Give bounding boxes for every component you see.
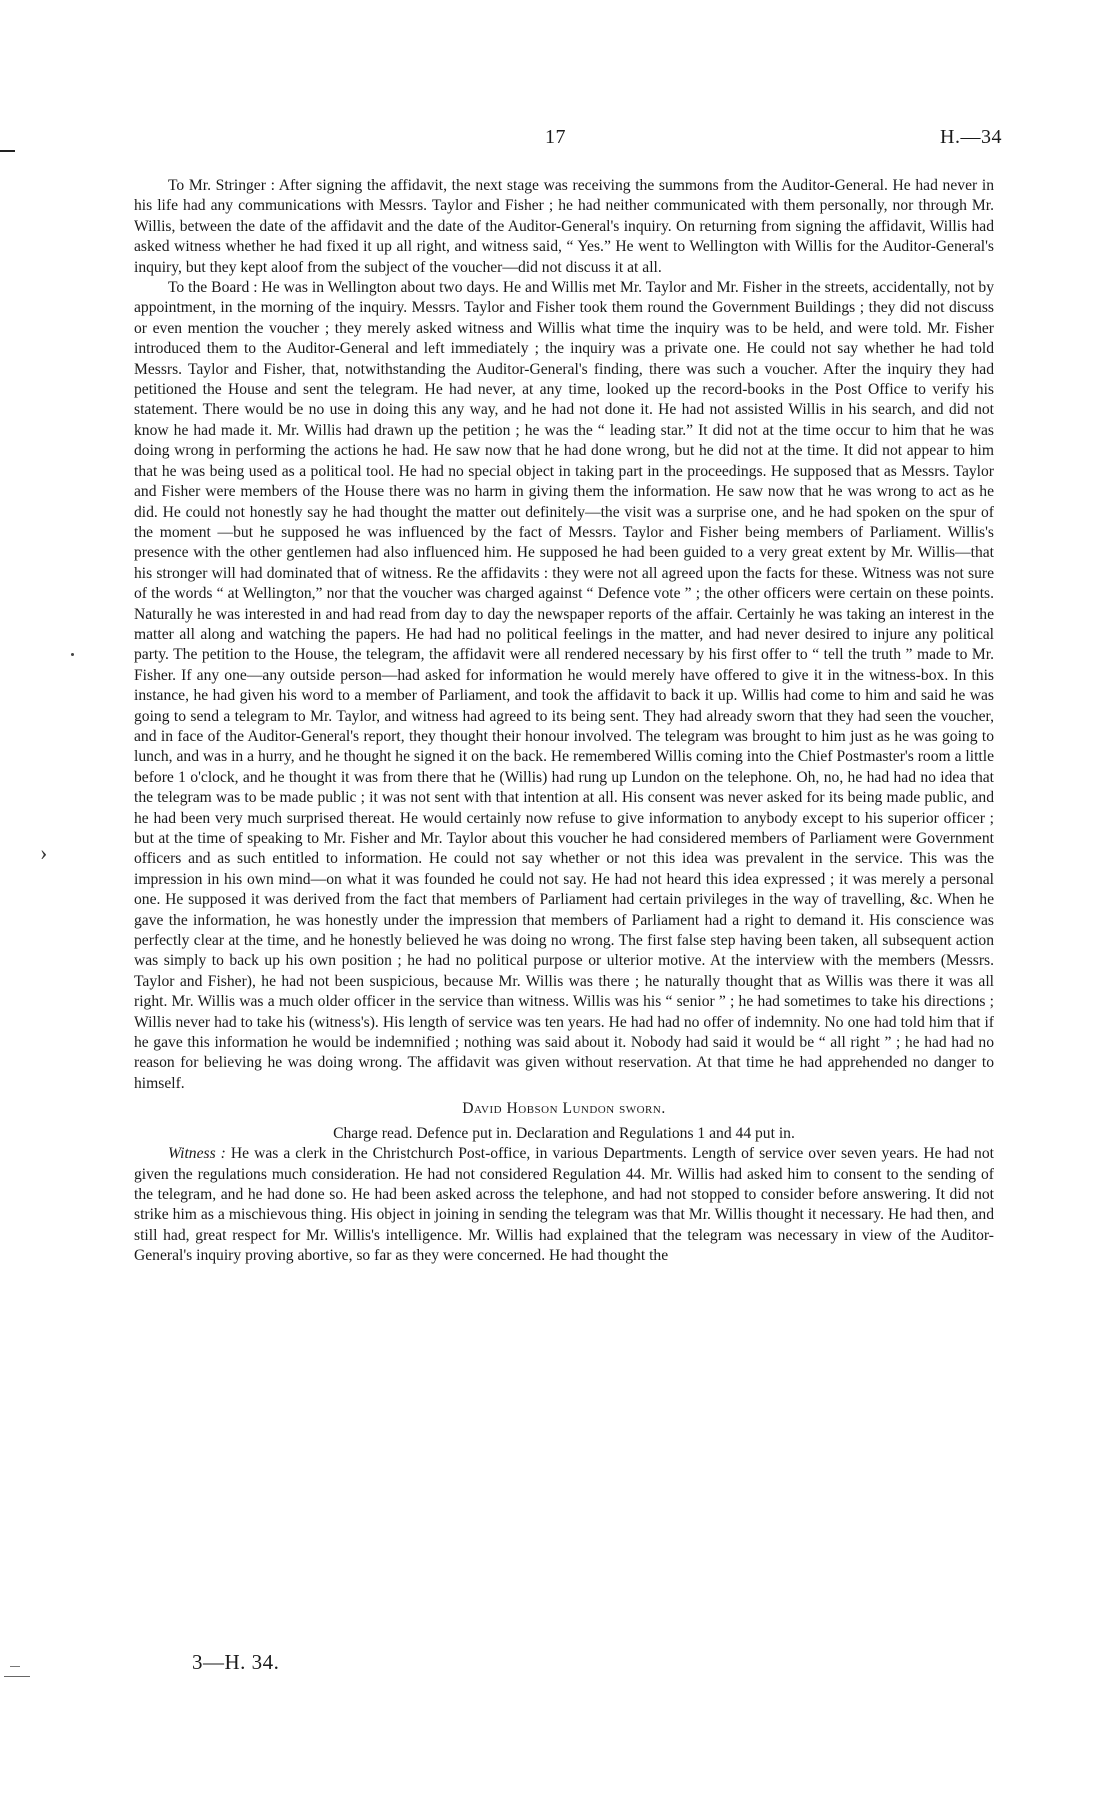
page-number: 17	[545, 126, 566, 148]
witness-paragraph	[134, 1144, 994, 1266]
document-body	[134, 176, 994, 1267]
margin-dot	[71, 653, 74, 656]
margin-bracket: ›	[40, 840, 48, 865]
footer-signature: 3—H. 34.	[192, 1650, 280, 1674]
margin-mark	[10, 1666, 20, 1667]
margin-mark	[0, 150, 15, 152]
paragraph: To Mr. Stringer : After signing the affidavit, the next stage was receiving the summons from the Auditor-General. He had never in his life had any communications with Messrs. Taylor and Fisher ; he had neither communicated with them personally, nor through Mr. Willis, between the date of the affidavit and the date of the Auditor-General's inquiry. On returning from signing the affidavit, Willis had asked witness whether he had fixed it up all right, and witness said, “ Yes.” He went to Wellington with Willis for the Auditor-General's inquiry, but they kept aloof from the subject of the voucher—did not discuss it at all.	[134, 177, 994, 276]
margin-mark	[4, 1676, 30, 1677]
charge-line: Charge read. Defence put in. Declaration and Regulations 1 and 44 put in.	[333, 1124, 795, 1142]
witness-text: He was a clerk in the Christchurch Post-office, in various Departments. Length of service over seven years. He had not given the regulations much consideration. He had not considered Regulation 44. Mr. Willis had asked him to consent to the sending of the telegram, and he had done so. He had been asked across the telephone, and had not stopped to consider before answering. It did not strike him as a mischievous thing. His object in joining in sending the telegram was that Mr. Willis thought it necessary. He had then, and still had, great respect for Mr. Willis's intelligence. Mr. Willis had explained that the telegram was necessary in view of the Auditor-General's inquiry proving abortive, so far as they were concerned. He had thought the	[134, 1145, 994, 1265]
witness-label: Witness :	[168, 1145, 226, 1163]
document-reference: H.—34	[940, 126, 1002, 148]
section-heading: David Hobson Lundon sworn.	[462, 1100, 666, 1118]
paragraph: To the Board : He was in Wellington about two days. He and Willis met Mr. Taylor and Mr. Fisher in the streets, accidentally, not by appointment, in the morning of the inquiry. Messrs. Taylor and Fisher took them round the Government Buildings ; they did not discuss or even mention the voucher ; they merely asked witness and Willis what time the inquiry was to be held, and were told. Mr. Fisher introduced them to the Auditor-General and left immediately ; the inquiry was a private one. He could not say whether he had told Messrs. Taylor and Fisher, that, notwithstanding the Auditor-General's finding, there was such a voucher. After the inquiry they had petitioned the House and sent the telegram. He had never, at any time, looked up the record-books in the Post Office to verify his statement. There would be no use in doing this any way, and he had not done it. He had not assisted Willis in his search, and did not know he had made it. Mr. Willis had drawn up the petition ; he was the “ leading star.” It did not at the time occur to him that he was doing wrong in performing the actions he had. He saw now that he had done wrong, but he did not at the time. It did not appear to him that he was being used as a political tool. He had no special object in taking part in the proceedings. He supposed that as Messrs. Taylor and Fisher were members of the House there was no harm in giving them the information. He saw now that he was wrong to act as he did. He could not honestly say he had thought the matter out definitely—the visit was a surprise one, and he had spoken on the spur of the moment —but he supposed he was influenced by the fact of Messrs. Taylor and Fisher being members of Parliament. Willis's presence with the other gentlemen had also influenced him. He supposed he had been guided to a very great extent by Mr. Willis—that his stronger will had dominated that of witness. Re the affidavits : they were not all agreed upon the facts for these. Witness was not sure of the words “ at Wellington,” nor that the voucher was charged against “ Defence vote ” ; the other officers were certain on these points. Naturally he was interested in and had read from day to day the newspaper reports of the affair. Certainly he was taking an interest in the matter all along and watching the papers. He had had no political feelings in the matter, and had never desired to injure any political party. The petition to the House, the telegram, the affidavit were all rendered necessary by his first offer to “ tell the truth ” made to Mr. Fisher. If any one—any outside person—had asked for information he would merely have offered to give it in the witness-box. In this instance, he had given his word to a member of Parliament, and took the affidavit to back it up. Willis had come to him and said he was going to send a telegram to Mr. Taylor, and witness had agreed to its being sent. They had already sworn that they had seen the voucher, and in face of the Auditor-General's report, they thought their honour involved. The telegram was brought to him just as he was going to lunch, and was in a hurry, and he thought he signed it on the back. He remembered Willis coming into the Chief Postmaster's room a little before 1 o'clock, and he thought it was from there that he (Willis) had rung up Lundon on the telephone. Oh, no, he had had no idea that the telegram was to be made public ; it was not sent with that intention at all. His consent was never asked for its being made public, and he had been very much surprised thereat. He would certainly now refuse to give information to anybody except to his superior officer ; but at the time of speaking to Mr. Fisher and Mr. Taylor about this voucher he had considered members of Parliament were Government officers and as such entitled to information. He could not say whether or not this idea was prevalent in the service. This was the impression in his own mind—on what it was founded he could not say. He had not heard this idea expressed ; it was merely a personal one. He supposed it was derived from the fact that members of Parliament had certain privileges in the way of travelling, &c. When he gave the information, he was honestly under the impression that members of Parliament had a right to demand it. His conscience was perfectly clear at the time, and he honestly believed he was doing no wrong. The first false step having been taken, all subsequent action was simply to back up his own position ; he had no political purpose or ulterior motive. At the interview with the members (Messrs. Taylor and Fisher), he had not been suspicious, because Mr. Willis was there ; he naturally thought that as Willis was there it was all right. Mr. Willis was a much older officer in the service than witness. Willis was his “ senior ” ; he had sometimes to take his directions ; Willis never had to take his (witness's). His length of service was ten years. He had had no offer of indemnity. No one had told him that if he gave this information he would be indemnified ; nothing was said about it. Nobody had said it would be “ all right ” ; he had had no reason for believing he was doing wrong. The affidavit was given without reservation. At that time he had apprehended no danger to himself.	[134, 279, 994, 1092]
